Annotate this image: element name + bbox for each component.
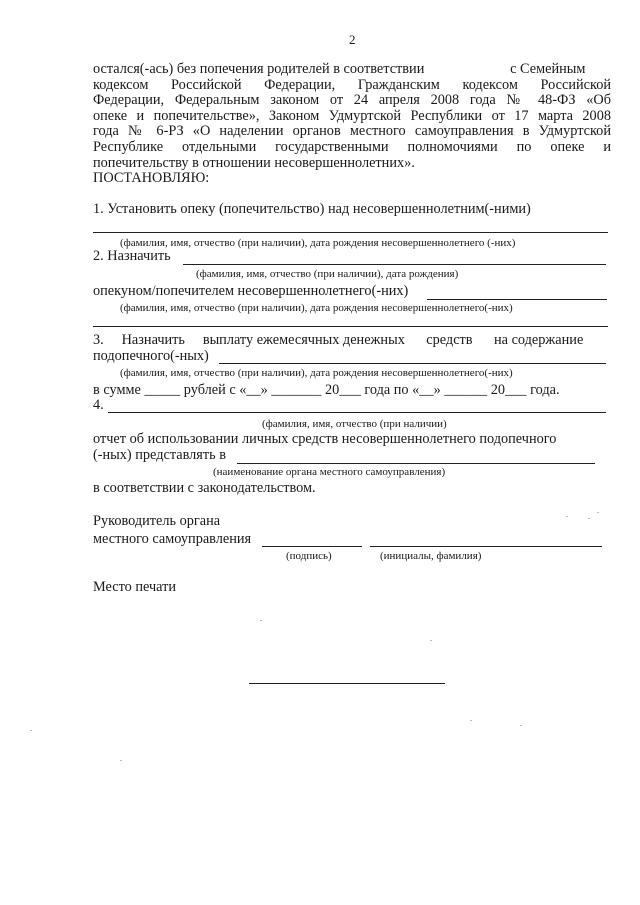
item4-fill-line: [108, 412, 606, 413]
item1-text: 1. Установить опеку (попечительство) над несовершеннолетним(-ними): [93, 201, 531, 217]
item4-number: 4.: [93, 397, 104, 413]
item4-report-line2: (-ных) представлять в: [93, 447, 226, 463]
item4-report-line1: отчет об использовании личных средств несовершеннолетнего подопечного: [93, 431, 557, 447]
signature-head-line2: местного самоуправления: [93, 531, 252, 547]
intro-line: Республике отдельными государственными полномочиями по опеке и: [93, 138, 611, 155]
scan-speck: [597, 512, 599, 513]
signature-caption: (подпись): [286, 550, 332, 562]
item1-fill-line: [93, 232, 608, 233]
item2-fill-line: [183, 264, 606, 265]
resolve-heading: ПОСТАНОВЛЯЮ:: [93, 170, 210, 187]
signature-line: [262, 546, 362, 547]
page-number: 2: [349, 32, 356, 47]
scan-speck: [566, 516, 568, 517]
item2-text: 2. Назначить: [93, 248, 171, 264]
intro-line: попечительству в отношении несовершеннолетних».: [93, 154, 415, 171]
item3-fill-line: [219, 363, 606, 364]
item2-guardian: опекуном/попечителем несовершеннолетнего(-них): [93, 283, 409, 299]
item4-body-line: [237, 463, 595, 464]
item3-caption: (фамилия, имя, отчество (при наличии), дата рождения несовершеннолетнего(-них): [120, 367, 513, 379]
seal-place: Место печати: [93, 579, 177, 595]
item3-sum: в сумме _____ рублей с «__» _______ 20___ года по «__» ______ 20___ года.: [93, 382, 560, 398]
signature-head-line1: Руководитель органа: [93, 513, 221, 529]
intro-line: остался(-ась) без попечения родителей в соответствии с Семейным: [93, 61, 586, 77]
item1-caption: (фамилия, имя, отчество (при наличии), дата рождения несовершеннолетнего (-них): [120, 237, 516, 249]
item3-line1: 3. Назначить выплату ежемесячных денежных средств на содержание: [93, 332, 584, 348]
initials-line: [370, 546, 602, 547]
scan-speck: [430, 640, 432, 641]
scan-speck: [470, 720, 472, 721]
item3-line2: подопечного(-ных): [93, 348, 209, 364]
intro-paragraph: [93, 62, 611, 187]
scan-speck: [30, 730, 32, 731]
scan-speck: [520, 725, 522, 726]
intro-line: Федерации, Федеральным законом от 24 апреля 2008 года № 48-ФЗ «Об: [93, 92, 611, 109]
item2-extra-line: [93, 326, 608, 327]
scan-speck: [588, 518, 590, 519]
item2-caption2: (фамилия, имя, отчество (при наличии), дата рождения несовершеннолетнего(-них): [120, 302, 513, 314]
item2-caption1: (фамилия, имя, отчество (при наличии), дата рождения): [196, 268, 459, 280]
item2-guardian-line: [427, 299, 607, 300]
scan-speck: [120, 760, 122, 761]
item4-caption: (фамилия, имя, отчество (при наличии): [262, 418, 447, 430]
initials-caption: (инициалы, фамилия): [380, 550, 482, 562]
scan-speck: [260, 620, 262, 621]
closing-rule: [249, 683, 445, 684]
item4-accordance: в соответствии с законодательством.: [93, 480, 316, 496]
intro-line: кодексом Российской Федерации, Гражданским кодексом Российской: [93, 76, 611, 93]
item4-caption-body: (наименование органа местного самоуправления): [213, 466, 446, 478]
intro-line: года № 6-РЗ «О наделении органов местного самоуправления в Удмуртской: [93, 123, 611, 140]
intro-line: опеке и попечительстве», Законом Удмуртской Республики от 17 марта 2008: [93, 107, 611, 124]
